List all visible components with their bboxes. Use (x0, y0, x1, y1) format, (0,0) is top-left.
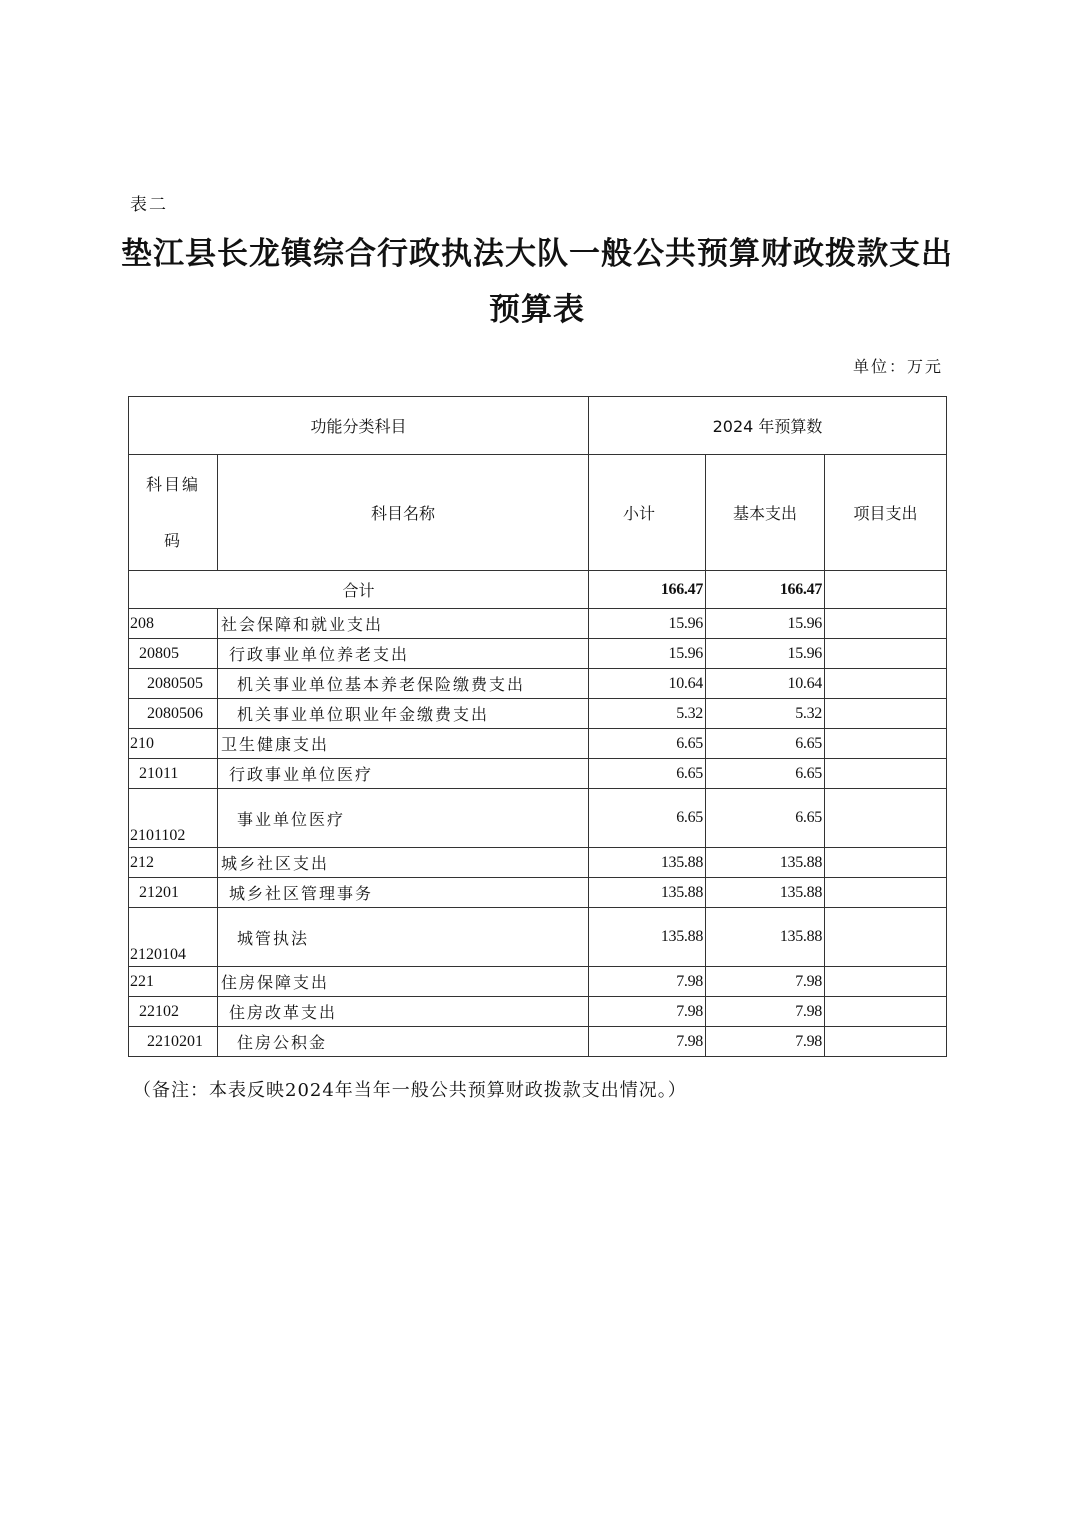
table-row (129, 997, 947, 1027)
row-name: 事业单位医疗 (218, 789, 589, 848)
row-name: 行政事业单位养老支出 (218, 639, 589, 669)
row-code: 21011 (129, 759, 218, 789)
row-basic: 6.65 (706, 729, 825, 759)
row-code: 2080506 (129, 699, 218, 729)
row-subtotal: 135.88 (589, 848, 706, 878)
table-row (129, 759, 947, 789)
row-subtotal: 15.96 (589, 639, 706, 669)
row-project (825, 759, 947, 789)
header-budget-year: 2024 年预算数 (589, 397, 947, 455)
table-row (129, 967, 947, 997)
row-code: 21201 (129, 878, 218, 908)
row-project (825, 699, 947, 729)
unit-label: 单位：万元 (852, 357, 943, 376)
table-row (129, 609, 947, 639)
row-name: 机关事业单位职业年金缴费支出 (218, 699, 589, 729)
row-project (825, 997, 947, 1027)
row-code: 210 (129, 729, 218, 759)
row-subtotal: 5.32 (589, 699, 706, 729)
row-code: 20805 (129, 639, 218, 669)
table-row (129, 848, 947, 878)
row-basic: 6.65 (706, 789, 825, 848)
row-project (825, 609, 947, 639)
page-title: 垫江县长龙镇综合行政执法大队一般公共预算财政拨款支出 (121, 236, 953, 272)
header-subtotal: 小计 (589, 455, 706, 571)
row-basic: 7.98 (706, 967, 825, 997)
table-label: 表二 (130, 195, 168, 215)
header-row-2 (129, 455, 947, 571)
row-project (825, 789, 947, 848)
table-row (129, 639, 947, 669)
row-name: 行政事业单位医疗 (218, 759, 589, 789)
row-project (825, 908, 947, 967)
row-name: 社会保障和就业支出 (218, 609, 589, 639)
row-project (825, 967, 947, 997)
row-name: 住房改革支出 (218, 997, 589, 1027)
row-code: 212 (129, 848, 218, 878)
total-label: 合计 (129, 571, 589, 609)
row-name: 卫生健康支出 (218, 729, 589, 759)
row-subtotal: 135.88 (589, 878, 706, 908)
table-row (129, 878, 947, 908)
header-project: 项目支出 (825, 455, 947, 571)
row-basic: 7.98 (706, 997, 825, 1027)
table-row (129, 699, 947, 729)
row-name: 城乡社区支出 (218, 848, 589, 878)
row-subtotal: 135.88 (589, 908, 706, 967)
table-row (129, 729, 947, 759)
total-row (129, 571, 947, 609)
row-subtotal: 6.65 (589, 729, 706, 759)
row-subtotal: 7.98 (589, 967, 706, 997)
header-name: 科目名称 (218, 455, 589, 571)
header-basic: 基本支出 (706, 455, 825, 571)
page-title-line2: 预算表 (489, 292, 585, 328)
row-project (825, 848, 947, 878)
row-code: 2101102 (129, 789, 218, 848)
row-code: 2080505 (129, 669, 218, 699)
row-name: 城管执法 (218, 908, 589, 967)
row-name: 住房保障支出 (218, 967, 589, 997)
row-basic: 15.96 (706, 639, 825, 669)
row-name: 机关事业单位基本养老保险缴费支出 (218, 669, 589, 699)
row-code: 208 (129, 609, 218, 639)
row-code: 2210201 (129, 1027, 218, 1057)
header-row-1 (129, 397, 947, 455)
row-code: 221 (129, 967, 218, 997)
row-subtotal: 7.98 (589, 1027, 706, 1057)
row-subtotal: 6.65 (589, 759, 706, 789)
row-basic: 10.64 (706, 669, 825, 699)
row-basic: 135.88 (706, 848, 825, 878)
footnote: （备注：本表反映2024年当年一般公共预算财政拨款支出情况。） (133, 1080, 687, 1101)
table-row (129, 1027, 947, 1057)
row-name: 城乡社区管理事务 (218, 878, 589, 908)
row-basic: 5.32 (706, 699, 825, 729)
row-code: 22102 (129, 997, 218, 1027)
row-project (825, 639, 947, 669)
row-subtotal: 15.96 (589, 609, 706, 639)
row-project (825, 729, 947, 759)
row-subtotal: 10.64 (589, 669, 706, 699)
total-basic: 166.47 (706, 571, 825, 609)
row-project (825, 878, 947, 908)
row-basic: 15.96 (706, 609, 825, 639)
row-basic: 6.65 (706, 759, 825, 789)
row-project (825, 1027, 947, 1057)
row-subtotal: 6.65 (589, 789, 706, 848)
total-subtotal: 166.47 (589, 571, 706, 609)
row-basic: 135.88 (706, 878, 825, 908)
total-project (825, 571, 947, 609)
budget-table (128, 396, 947, 1057)
row-project (825, 669, 947, 699)
table-row (129, 669, 947, 699)
header-functional-category: 功能分类科目 (129, 397, 589, 455)
row-basic: 135.88 (706, 908, 825, 967)
row-name: 住房公积金 (218, 1027, 589, 1057)
table-row (129, 789, 947, 848)
row-basic: 7.98 (706, 1027, 825, 1057)
row-subtotal: 7.98 (589, 997, 706, 1027)
row-code: 2120104 (129, 908, 218, 967)
header-code: 科目编码 (129, 455, 218, 571)
table-row (129, 908, 947, 967)
